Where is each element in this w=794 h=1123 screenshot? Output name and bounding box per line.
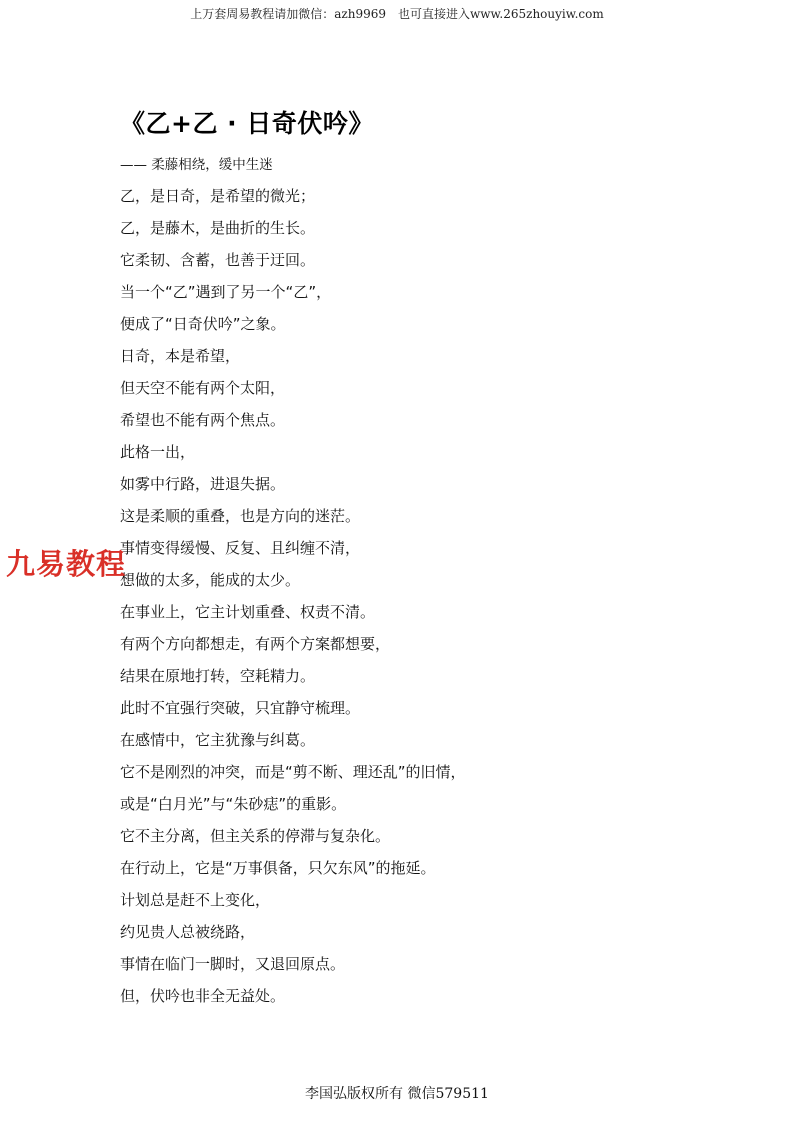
text-line: 但天空不能有两个太阳， <box>120 379 286 397</box>
text-line: 在事业上，它主计划重叠、权责不清。 <box>120 603 376 621</box>
text-line: 但，伏吟也非全无益处。 <box>120 987 286 1005</box>
text-line: 便成了“日奇伏吟”之象。 <box>120 315 286 333</box>
text-line: 在感情中，它主犹豫与纠葛。 <box>120 731 316 749</box>
page-header-banner: 上万套周易教程请加微信：azh9969 也可直接进入www.265zhouyiw.com <box>190 7 604 21</box>
text-line: 有两个方向都想走，有两个方案都想要， <box>120 635 391 653</box>
text-line: 事情在临门一脚时，又退回原点。 <box>120 955 346 973</box>
text-line: 在行动上，它是“万事俱备，只欠东风”的拖延。 <box>120 859 436 877</box>
watermark-logo: 九易教程 <box>6 547 127 581</box>
text-line: 乙，是日奇，是希望的微光； <box>120 187 316 205</box>
text-line: 希望也不能有两个焦点。 <box>120 411 286 429</box>
text-line: 事情变得缓慢、反复、且纠缠不清， <box>120 539 361 557</box>
page-title: 《乙+乙 · 日奇伏吟》 <box>120 109 374 138</box>
page-footer-copyright: 李国弘版权所有 微信579511 <box>305 1086 489 1102</box>
text-line: 日奇，本是希望， <box>120 347 241 365</box>
text-line: 如雾中行路，进退失据。 <box>120 475 286 493</box>
text-line: 想做的太多，能成的太少。 <box>120 571 301 589</box>
text-line: 约见贵人总被绕路， <box>120 923 256 941</box>
text-line: 结果在原地打转，空耗精力。 <box>120 667 316 685</box>
text-line: 它不主分离，但主关系的停滞与复杂化。 <box>120 827 391 845</box>
body-text <box>120 180 466 1012</box>
text-line: 它柔韧、含蓄，也善于迂回。 <box>120 251 316 269</box>
text-line: 计划总是赶不上变化， <box>120 891 271 909</box>
text-line: 此时不宜强行突破，只宜静守梳理。 <box>120 699 361 717</box>
text-line: 这是柔顺的重叠，也是方向的迷茫。 <box>120 507 361 525</box>
text-line: 它不是刚烈的冲突，而是“剪不断、理还乱”的旧情， <box>120 763 466 781</box>
text-line: 当一个“乙”遇到了另一个“乙”， <box>120 283 332 301</box>
page-subtitle: —— 柔藤相绕，缓中生迷 <box>120 157 273 173</box>
text-line: 或是“白月光”与“朱砂痣”的重影。 <box>120 795 347 813</box>
text-line: 乙，是藤木，是曲折的生长。 <box>120 219 316 237</box>
text-line: 此格一出， <box>120 443 196 461</box>
